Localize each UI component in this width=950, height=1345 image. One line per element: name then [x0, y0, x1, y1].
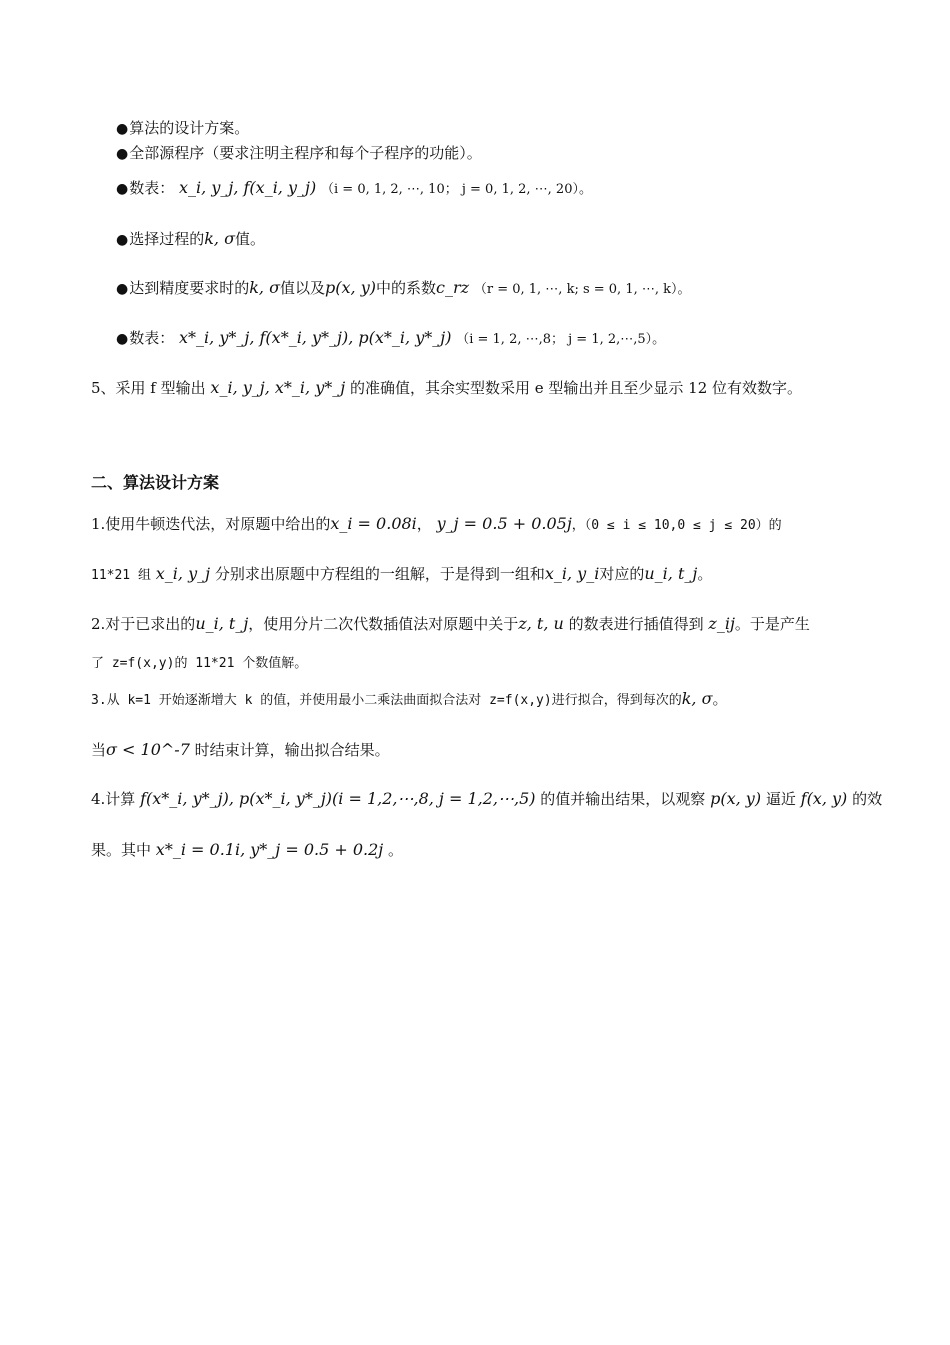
bullet-suffix: （i = 0, 1, 2, ⋯, 10； j = 0, 1, 2, ⋯, 20）。 [321, 182, 592, 197]
step-text: 3.从 k=1 开始逐渐增大 k 的值，并使用最小二乘法曲面拟合法对 z=f(x,y)进行拟合，得到每次的 [91, 693, 682, 708]
bullet-item-1 [116, 118, 249, 139]
bullet-middle: 值以及 [280, 279, 326, 297]
step-4-line-1 [91, 789, 882, 809]
math-expression: u_i, t_j [195, 614, 249, 633]
math-expression: k, σ [204, 229, 236, 248]
bullet-text: 全部源程序（要求注明主程序和每个子程序的功能）。 [129, 144, 482, 162]
math-expression: x_i, y_i [544, 564, 600, 583]
math-expression: x*_i, y*_j, f(x*_i, y*_j), p(x*_i, y*_j) [179, 328, 452, 347]
bullet-item-6 [116, 328, 665, 350]
step-text: 了 z=f(x,y)的 11*21 个数值解。 [91, 656, 308, 671]
bullet-item-4 [116, 229, 265, 250]
step-text: 2.对于已求出的 [91, 615, 196, 633]
step-text: 逼近 [765, 790, 796, 808]
step-text: 当 [91, 741, 107, 759]
step-text: ， [416, 515, 432, 533]
step-text: 4.计算 [91, 790, 136, 808]
step-1-line-1 [91, 514, 782, 536]
bullet-item-3 [116, 178, 592, 200]
step-text: 1.使用牛顿迭代法，对原题中给出的 [91, 515, 331, 533]
bullet-middle: 中的系数 [376, 279, 437, 297]
bullet-dot: ● [116, 146, 129, 162]
step-text: ，使用分片二次代数插值法对原题中关于 [248, 615, 519, 633]
bullet-dot: ● [116, 331, 129, 347]
step-3-line-1 [91, 689, 728, 711]
step-3-line-2 [91, 740, 390, 760]
math-expression: p(x, y) [710, 789, 762, 808]
math-expression: z_ij [708, 614, 735, 633]
bullet-dot: ● [116, 281, 129, 297]
math-expression: x_i = 0.08i [330, 514, 417, 533]
math-expression: x_i, y_j, f(x_i, y_j) [179, 178, 317, 197]
step-text: 对应的 [599, 565, 645, 583]
step-text: 时结束计算，输出拟合结果。 [194, 741, 390, 759]
step-2-line-2 [91, 652, 307, 674]
step-text: 的数表进行插值得到 [568, 615, 704, 633]
bullet-item-5 [116, 278, 691, 300]
bullet-dot: ● [116, 181, 129, 197]
list-item-5 [91, 378, 802, 398]
step-text: 。 [712, 690, 728, 708]
step-text: 的效 [852, 790, 883, 808]
math-expression: x_i, y_j, x*_i, y*_j [210, 378, 346, 397]
bullet-dot: ● [116, 121, 129, 137]
step-text: 的值并输出结果，以观察 [540, 790, 706, 808]
step-text: 分别求出原题中方程组的一组解，于是得到一组和 [214, 565, 545, 583]
math-expression: p(x, y) [325, 278, 377, 297]
bullet-prefix: 数表： [129, 179, 175, 197]
bullet-item-2 [116, 143, 482, 164]
bullet-dot: ● [116, 232, 129, 248]
math-expression: c_rz [436, 278, 470, 297]
bullet-prefix: 选择过程的 [129, 230, 205, 248]
bullet-suffix: （r = 0, 1, ⋯, k; s = 0, 1, ⋯, k）。 [473, 282, 691, 297]
step-2-line-1 [91, 614, 810, 634]
math-expression: x_i, y_j [155, 564, 211, 583]
bullet-prefix: 数表： [129, 329, 175, 347]
step-text: 。 [697, 565, 713, 583]
step-text: 果。其中 [91, 841, 152, 859]
step-text: 。 [388, 841, 404, 859]
section-title: 二、算法设计方案 [91, 473, 220, 492]
math-expression: k, σ [249, 278, 281, 297]
step-text: ，（0 ≤ i ≤ 10,0 ≤ j ≤ 20）的 [571, 518, 782, 533]
item-prefix: 5、采用 f 型输出 [91, 379, 206, 397]
math-expression: k, σ [681, 689, 713, 708]
math-expression: x*_i = 0.1i, y*_j = 0.5 + 0.2j [155, 840, 384, 859]
math-expression: σ < 10^-7 [106, 740, 190, 759]
math-expression: y_j = 0.5 + 0.05j [436, 514, 572, 533]
step-4-line-2 [91, 840, 403, 860]
step-text: 11*21 组 [91, 568, 151, 583]
bullet-prefix: 达到精度要求时的 [129, 279, 250, 297]
math-expression: f(x, y) [800, 789, 848, 808]
item-suffix: 的准确值，其余实型数采用 e 型输出并且至少显示 12 位有效数字。 [350, 379, 803, 397]
math-expression: f(x*_i, y*_j), p(x*_i, y*_j)(i = 1,2,⋯,8, j = 1,2,⋯,5) [140, 789, 536, 808]
step-1-line-2 [91, 564, 712, 586]
math-expression: z, t, u [518, 614, 564, 633]
math-expression: u_i, t_j [644, 564, 698, 583]
step-text: 。于是产生 [734, 615, 810, 633]
bullet-suffix: 值。 [235, 230, 266, 248]
bullet-suffix: （i = 1, 2, ⋯,8； j = 1, 2,⋯,5）。 [456, 332, 666, 347]
bullet-text: 算法的设计方案。 [129, 119, 250, 137]
